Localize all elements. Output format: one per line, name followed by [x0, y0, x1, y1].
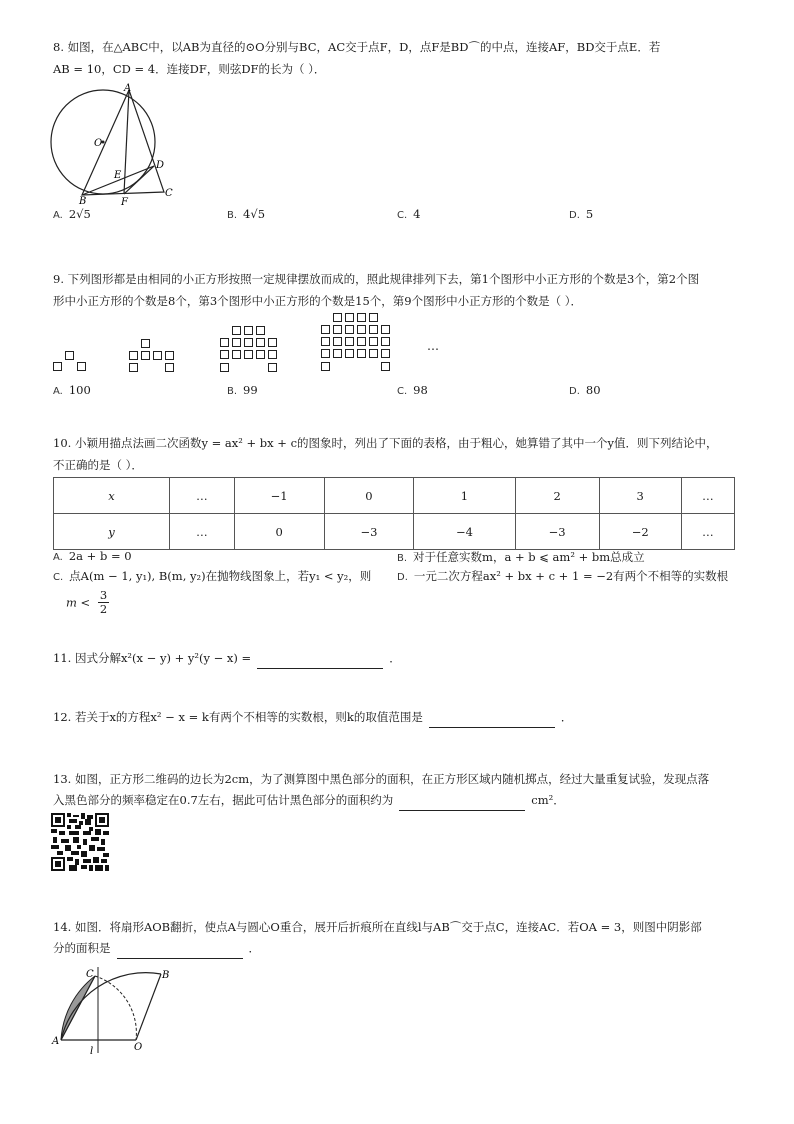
q9-option-c[interactable]	[397, 383, 428, 397]
pattern-square	[333, 325, 342, 334]
pattern-square	[244, 350, 253, 359]
q9-stem-line1: 9. 下列图形都是由相同的小正方形按照一定规律摆放而成的，照此规律排列下去，第1个图形中小正方形的个数是3个，第2个图	[53, 272, 700, 286]
q9-stem-line2: 形中小正方形的个数是8个，第3个图形中小正方形的个数是15个，第9个图形中小正方形的个数是（ ）．	[53, 294, 582, 308]
q10-stem-line1: 10. 小颖用描点法画二次函数y = ax² + bx + c的图象时，列出了下面的表格，由于粗心，她算错了其中一个y值．则下列结论中，	[53, 436, 718, 450]
pattern-square	[333, 313, 342, 322]
q13-stem-line2	[53, 789, 565, 811]
option-text: 4√5	[243, 207, 266, 221]
pattern-square	[357, 349, 366, 358]
q14-label-l: l	[90, 1046, 94, 1057]
pattern-square	[141, 351, 150, 360]
pattern-square	[333, 349, 342, 358]
table-cell: 3	[599, 478, 681, 514]
pattern-square	[345, 349, 354, 358]
q8-option-c[interactable]	[397, 207, 421, 221]
pattern-square	[232, 350, 241, 359]
option-letter: A.	[53, 552, 63, 563]
option-letter: C.	[397, 386, 408, 397]
q9-option-b[interactable]	[227, 383, 258, 397]
q14-figure	[50, 965, 180, 1057]
q14-end: ．	[248, 941, 260, 955]
option-text: 对于任意实数m，a + b ⩽ am² + bm总成立	[413, 550, 645, 564]
option-text: 4	[413, 207, 421, 221]
pattern-square	[369, 337, 378, 346]
option-letter: B.	[227, 386, 238, 397]
q14-label-a: A	[52, 1036, 60, 1047]
pattern-square	[381, 325, 390, 334]
pattern-square	[220, 338, 229, 347]
pattern-square	[381, 362, 390, 371]
table-cell: …	[681, 478, 734, 514]
option-text: 2√5	[68, 207, 91, 221]
pattern-square	[381, 349, 390, 358]
q8-option-a[interactable]	[53, 207, 91, 221]
fraction-numerator: 3	[99, 588, 108, 602]
pattern-square	[65, 351, 74, 360]
q12-text: 12. 若关于x的方程x² − x = k有两个不相等的实数根，则k的取值范围是	[53, 710, 423, 724]
q8-segment-df	[124, 166, 154, 194]
table-cell: 2	[515, 478, 599, 514]
q11-stem	[53, 647, 401, 669]
q8-stem-line1: 8. 如图，在△ABC中，以AB为直径的⊙O分别与BC，AC交于点F，D，点F是BD⌒的中点，连接AF，BD交于点E．若	[53, 40, 661, 54]
pattern-ellipsis: …	[427, 339, 439, 353]
pattern-square	[220, 350, 229, 359]
pattern-square	[53, 362, 62, 371]
q11-text: 11. 因式分解x²(x − y) + y²(y − x) =	[53, 651, 252, 665]
table-cell: −3	[324, 514, 414, 550]
pattern-square	[232, 326, 241, 335]
q13-stem-line1: 13. 如图，正方形二维码的边长为2cm，为了测算图中黑色部分的面积，在正方形区域内随机掷点，经过大量重复试验，发现点落	[53, 772, 710, 786]
q9-option-a[interactable]	[53, 383, 91, 397]
option-letter: C.	[397, 210, 408, 221]
table-cell: …	[681, 514, 734, 550]
option-text: 2a + b = 0	[68, 549, 132, 563]
option-c-m-lt: m <	[66, 595, 91, 610]
q10-option-d[interactable]	[397, 568, 728, 584]
pattern-square	[165, 363, 174, 372]
option-text: 80	[585, 383, 601, 397]
pattern-square	[345, 337, 354, 346]
q8-label-b: B	[79, 196, 87, 207]
table-cell: y	[54, 514, 170, 550]
q10-option-a[interactable]	[53, 549, 132, 563]
option-letter: A.	[53, 210, 63, 221]
pattern-square	[321, 337, 330, 346]
pattern-square	[220, 363, 229, 372]
pattern-square	[357, 337, 366, 346]
q14-label-o: O	[134, 1042, 143, 1053]
pattern-square	[321, 349, 330, 358]
q8-segment-af	[124, 90, 129, 194]
qr-code-image	[51, 813, 109, 871]
pattern-square	[256, 338, 265, 347]
q8-option-d[interactable]	[569, 207, 593, 221]
pattern-square	[369, 349, 378, 358]
q10-option-c[interactable]	[53, 568, 371, 584]
q13-text: 入黑色部分的频率稳定在0.7左右，据此可估计黑色部分的面积约为	[53, 793, 394, 807]
table-cell: …	[170, 514, 235, 550]
pattern-square	[244, 338, 253, 347]
fraction-denominator: 2	[99, 602, 108, 616]
q14-answer-blank[interactable]	[117, 944, 243, 959]
pattern-square	[129, 363, 138, 372]
pattern-square	[256, 326, 265, 335]
option-letter: D.	[569, 386, 580, 397]
pattern-square	[77, 362, 86, 371]
pattern-square	[268, 350, 277, 359]
option-letter: A.	[53, 386, 63, 397]
pattern-square	[345, 313, 354, 322]
pattern-square	[345, 325, 354, 334]
q14-stem-line2	[53, 937, 260, 959]
q8-figure	[48, 82, 188, 207]
pattern-square	[321, 362, 330, 371]
q14-segment-ac	[61, 976, 95, 1040]
pattern-square	[333, 337, 342, 346]
option-text: 点A(m − 1, y₁), B(m, y₂)在抛物线图象上，若y₁ < y₂，则	[69, 569, 372, 583]
pattern-square	[321, 325, 330, 334]
option-text: 5	[585, 207, 594, 221]
pattern-square	[244, 326, 253, 335]
table-cell: −4	[414, 514, 515, 550]
table-cell: …	[170, 478, 235, 514]
pattern-square	[165, 351, 174, 360]
q8-stem-line2: AB = 10，CD = 4．连接DF，则弦DF的长为（ ）．	[53, 62, 326, 76]
option-letter: D.	[569, 210, 580, 221]
pattern-square	[357, 325, 366, 334]
q14-text: 分的面积是	[53, 941, 111, 955]
pattern-square	[141, 339, 150, 348]
option-text: 100	[68, 383, 91, 397]
q8-label-c: C	[165, 188, 173, 199]
pattern-square	[381, 337, 390, 346]
q10-option-b[interactable]	[397, 549, 645, 565]
table-row	[54, 478, 735, 514]
q8-label-f: F	[121, 197, 128, 207]
table-cell: −2	[599, 514, 681, 550]
option-letter: C.	[53, 572, 64, 583]
table-row	[54, 514, 735, 550]
option-letter: B.	[397, 553, 408, 564]
table-cell: x	[54, 478, 170, 514]
pattern-square	[256, 350, 265, 359]
q14-label-b: B	[162, 970, 170, 981]
q8-label-o: O	[94, 138, 103, 149]
table-cell: 0	[234, 514, 324, 550]
q9-option-d[interactable]	[569, 383, 601, 397]
q10-stem-line2: 不正确的是（ ）．	[53, 458, 143, 472]
table-cell: −3	[515, 514, 599, 550]
q8-label-d: D	[156, 160, 165, 171]
pattern-square	[129, 351, 138, 360]
q14-arc-ab	[61, 973, 161, 1040]
q8-label-e: E	[114, 170, 122, 181]
option-letter: B.	[227, 210, 238, 221]
pattern-square	[153, 351, 162, 360]
table-cell: 0	[324, 478, 414, 514]
table-cell: 1	[414, 478, 515, 514]
q14-stem-line1: 14. 如图．将扇形AOB翻折，使点A与圆心O重合，展开后折痕所在直线l与AB⌒交于点C，连接AC．若OA = 3，则图中阴影部	[53, 920, 702, 934]
q13-unit: cm²．	[531, 793, 565, 807]
q8-option-b[interactable]	[227, 207, 265, 221]
option-text: 99	[243, 383, 258, 397]
q8-label-a: A	[124, 83, 132, 94]
table-cell: −1	[234, 478, 324, 514]
q12-answer-blank[interactable]	[429, 713, 555, 728]
option-text: 98	[413, 383, 428, 397]
option-letter: D.	[397, 572, 408, 583]
q11-end: ．	[389, 651, 401, 665]
pattern-square	[268, 363, 277, 372]
q14-label-c: C	[86, 969, 94, 980]
option-text: 一元二次方程ax² + bx + c + 1 = −2有两个不相等的实数根	[413, 569, 729, 583]
q10-option-c-continuation	[66, 589, 109, 616]
pattern-square	[268, 338, 277, 347]
q10-value-table	[53, 477, 735, 550]
pattern-square	[357, 313, 366, 322]
pattern-square	[369, 325, 378, 334]
q14-segment-ob	[136, 974, 161, 1040]
pattern-square	[369, 313, 378, 322]
q12-stem	[53, 706, 572, 728]
fraction	[98, 589, 109, 616]
pattern-square	[232, 338, 241, 347]
q13-answer-blank[interactable]	[399, 796, 525, 811]
q11-answer-blank[interactable]	[257, 654, 383, 669]
q12-end: ．	[560, 710, 573, 724]
